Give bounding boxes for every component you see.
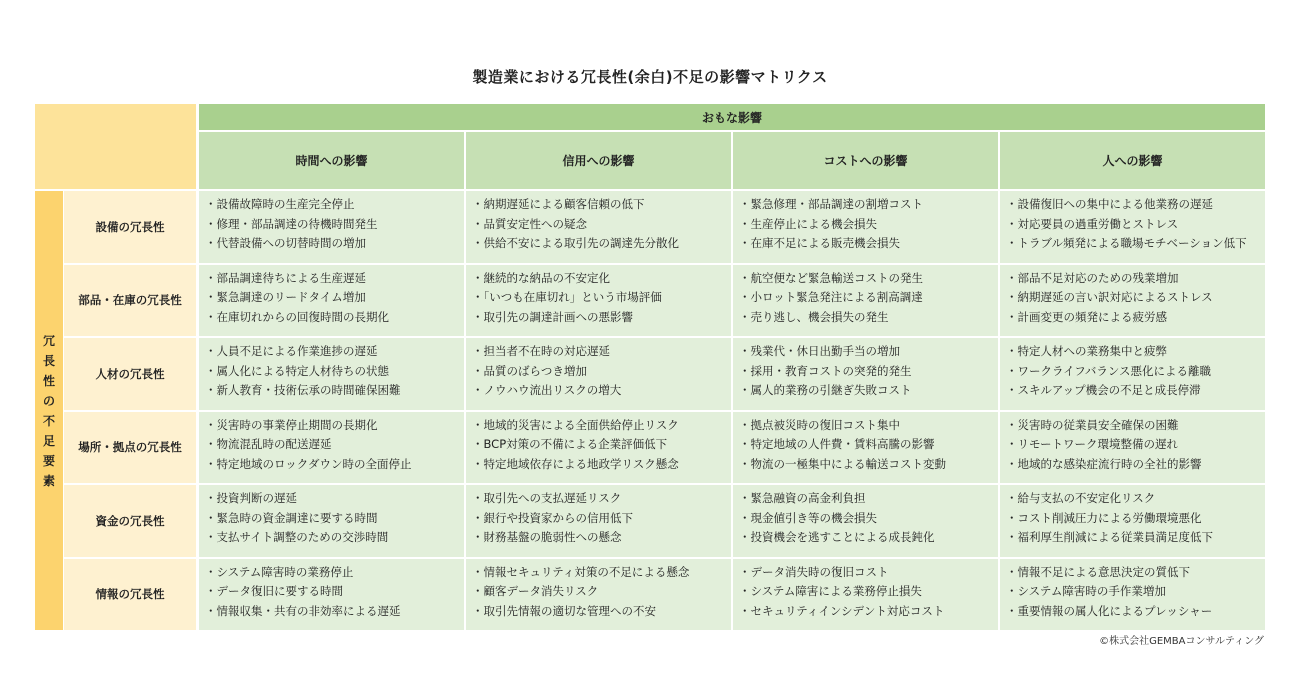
impact-item: ・支払サイト調整のための交渉時間 [205,530,389,544]
impact-item: ・生産停止による機会損失 [739,216,877,231]
impact-item: ・設備故障時の生産完全停止 [205,197,355,211]
impact-item: ・緊急修理・部品調達の割増コスト [739,197,923,211]
impact-item: ・航空便など緊急輸送コストの発生 [739,270,923,285]
impact-item: ・取引先の調達計画への悪影響 [472,309,633,324]
page-title: 製造業における冗長性(余白)不足の影響マトリクス [472,68,828,86]
impact-item: ・現金値引き等の機会損失 [739,510,877,525]
impact-item: ・継続的な納品の不安定化 [472,270,610,285]
impact-cell [733,485,998,557]
impact-item: ・システム障害時の業務停止 [205,564,354,579]
impact-item: ・BCP対策の不備による企業評価低下 [472,437,668,451]
impact-item: ・対応要員の過重労働とストレス [1006,216,1179,231]
impact-cell [466,559,731,631]
impact-item: ・品質のばらつき増加 [472,363,587,378]
impact-cell [733,265,998,337]
impact-item: ・設備復旧への集中による他業務の遅延 [1006,197,1213,211]
impact-item: ・物流混乱時の配送遅延 [205,437,332,451]
impact-item: ・新人教育・技術伝承の時間確保困難 [205,383,401,397]
impact-cell [199,485,464,557]
impact-cell [733,191,998,263]
impact-item: ・緊急調達のリードタイム増加 [205,290,366,304]
impact-item: ・部品不足対応のための残業増加 [1006,270,1179,285]
impact-cell [733,412,998,484]
impact-cell [1000,412,1265,484]
impact-item: ・取引先情報の適切な管理への不安 [472,603,656,618]
impact-item: ・納期遅延の言い訳対応によるストレス [1006,290,1213,304]
row-header: 設備の冗長性 [64,191,196,263]
impact-item: ・部品調達待ちによる生産遅延 [205,270,366,285]
side-category-label [35,191,63,630]
impact-item: ・ワークライフバランス悪化による離職 [1006,363,1212,378]
impact-item: ・供給不安による取引先の調達先分散化 [472,236,679,250]
impact-cell [733,559,998,631]
impact-item: ・システム障害による業務停止損失 [739,584,922,598]
impact-cell [199,559,464,631]
impact-item: ・在庫切れからの回復時間の長期化 [205,309,389,324]
impact-item: ・給与支払の不安定化リスク [1006,491,1156,505]
impact-item: ・システム障害時の手作業増加 [1006,584,1166,598]
impact-item: ・災害時の従業員安全確保の困難 [1006,417,1179,432]
main-impact-header: おもな影響 [199,104,1265,130]
impact-item: ・福利厚生削減による従業員満足度低下 [1006,530,1213,544]
impact-item: ・情報セキュリティ対策の不足による懸念 [472,564,690,579]
impact-item: ・セキュリティインシデント対応コスト [739,603,945,618]
impact-item: ・人員不足による作業進捗の遅延 [205,344,378,358]
row-header: 情報の冗長性 [64,559,196,631]
impact-item: ・データ復旧に要する時間 [205,584,343,598]
impact-item: ・緊急融資の高金利負担 [739,491,866,505]
impact-item: ・拠点被災時の復旧コスト集中 [739,417,900,432]
impact-item: ・重要情報の属人化によるプレッシャー [1006,603,1213,618]
impact-item: ・残業代・休日出勤手当の増加 [739,344,900,358]
copyright-credit: ©株式会社GEMBAコンサルティング [1099,636,1264,647]
impact-item: ・投資機会を逃すことによる成長鈍化 [739,530,935,544]
impact-item: ・属人化による特定人材待ちの状態 [205,363,389,378]
impact-item: ・「いつも在庫切れ」という市場評価 [472,290,662,304]
impact-item: ・リモートワーク環境整備の遅れ [1006,437,1179,451]
impact-item: ・在庫不足による販売機会損失 [739,236,900,250]
impact-cell [466,485,731,557]
impact-item: ・属人的業務の引継ぎ失敗コスト [739,383,912,397]
impact-item: ・財務基盤の脆弱性への懸念 [472,530,622,544]
impact-item: ・コスト削減圧力による労働環境悪化 [1006,510,1202,525]
impact-item: ・地域的な感染症流行時の全社的影響 [1006,456,1202,471]
impact-cell [199,338,464,410]
impact-item: ・特定人材への業務集中と疲弊 [1006,344,1167,358]
impact-cell [466,338,731,410]
column-header: コストへの影響 [733,132,998,189]
impact-item: ・銀行や投資家からの信用低下 [472,510,633,525]
impact-cell [1000,191,1265,263]
impact-item: ・取引先への支払遅延リスク [472,491,622,505]
row-header: 資金の冗長性 [64,485,196,557]
impact-item: ・特定地域のロックダウン時の全面停止 [205,456,412,471]
impact-item: ・データ消失時の復旧コスト [739,564,889,579]
impact-item: ・地域的災害による全面供給停止リスク [472,417,679,432]
impact-item: ・採用・教育コストの突発的発生 [739,363,912,378]
impact-cell [466,191,731,263]
impact-item: ・計画変更の頻発による疲労感 [1006,309,1167,324]
impact-cell [1000,265,1265,337]
impact-item: ・担当者不在時の対応遅延 [472,344,610,358]
impact-cell [199,265,464,337]
side-category-text: 冗長性の不足要素 [42,333,55,488]
impact-cell [466,265,731,337]
column-header: 時間への影響 [199,132,464,189]
impact-item: ・納期遅延による顧客信頼の低下 [472,197,645,211]
impact-item: ・情報収集・共有の非効率による遅延 [205,603,401,618]
column-header: 信用への影響 [466,132,731,189]
impact-item: ・顧客データ消失リスク [472,584,599,598]
impact-item: ・特定地域の人件費・賃料高騰の影響 [739,437,935,451]
impact-cell [733,338,998,410]
impact-item: ・ノウハウ流出リスクの増大 [472,383,622,397]
impact-item: ・小ロット緊急発注による割高調達 [739,290,923,304]
impact-cell [1000,559,1265,631]
column-header: 人への影響 [1000,132,1265,189]
impact-item: ・修理・部品調達の待機時間発生 [205,216,378,231]
row-header: 人材の冗長性 [64,338,196,410]
impact-item: ・品質安定性への疑念 [472,216,587,231]
impact-item: ・災害時の事業停止期間の長期化 [205,417,378,432]
impact-cell [1000,485,1265,557]
impact-item: ・スキルアップ機会の不足と成長停滞 [1006,383,1201,397]
impact-item: ・物流の一極集中による輸送コスト変動 [739,456,946,471]
impact-item: ・トラブル頻発による職場モチベーション低下 [1006,236,1247,250]
impact-cell [1000,338,1265,410]
row-header: 場所・拠点の冗長性 [64,412,196,484]
matrix-corner [35,104,196,189]
impact-cell [466,412,731,484]
impact-item: ・情報不足による意思決定の質低下 [1006,564,1190,579]
impact-item: ・緊急時の資金調達に要する時間 [205,510,378,525]
impact-cell [199,191,464,263]
impact-item: ・特定地域依存による地政学リスク懸念 [472,456,679,471]
impact-item: ・代替設備への切替時間の増加 [205,236,366,250]
row-header: 部品・在庫の冗長性 [64,265,196,337]
impact-item: ・売り逃し、機会損失の発生 [739,309,889,324]
impact-cell [199,412,464,484]
impact-item: ・投資判断の遅延 [205,491,297,505]
